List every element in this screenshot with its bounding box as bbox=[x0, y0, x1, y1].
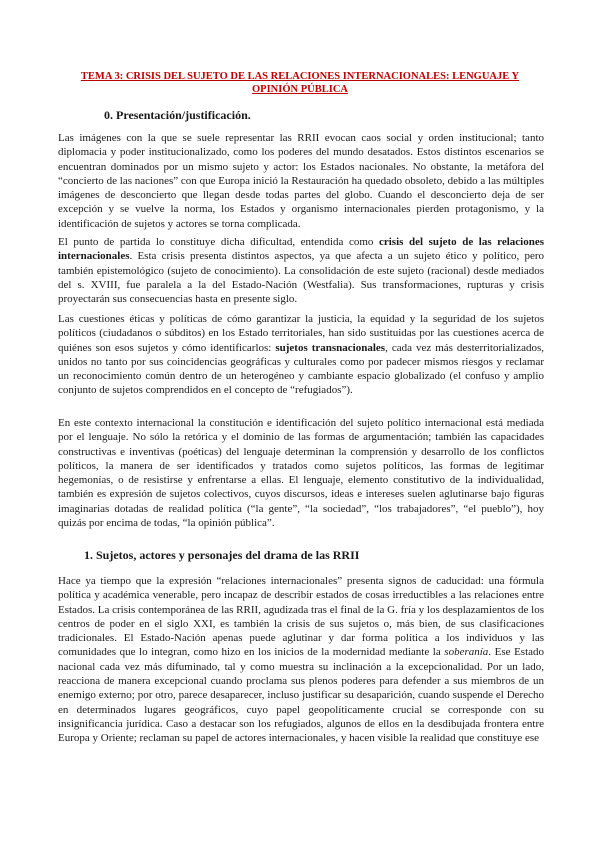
paragraph-3 bbox=[58, 312, 544, 398]
paragraph-2-bold: crisis del sujeto de las relaciones internacionales bbox=[58, 236, 545, 263]
document-title: TEMA 3: CRISIS DEL SUJETO DE LAS RELACIONES INTERNACIONALES: LENGUAJE Y OPINIÓN PÚBLICA bbox=[80, 71, 520, 95]
paragraph-2-text-c: . Esta crisis presenta distintos aspectos, ya que afecta a un sujeto ético y político, pero también epistemológico (sujeto de conocimiento). La consolidación de este sujeto (racional) desde mediados del s. XVIII, fue paralela a la del Estado-Nación (Westfalia). Sus transformaciones, rupturas y crisis proyectarán sus consecuencias hasta en presente siglo. bbox=[58, 250, 544, 306]
paragraph-3-text-a: Las cuestiones éticas y políticas de cómo garantizar la justicia, la equidad y la seguridad de los sujetos políticos (ciudadanos o súbditos) en los Estado territoriales, han sido sustituidas por las cuestiones acerca de quiénes son esos sujetos y cómo identificarlos: bbox=[58, 313, 544, 354]
paragraph-5-text-a: Hace ya tiempo que la expresión “relaciones internacionales” presenta signos de caducidad: una fórmula política y académica venerable, pero incapaz de describir estados de cosas irreductibles a las relaciones entre Estados. La crisis contemporánea de las RRII, agudizada tras el final de la G. fría y los desplazamientos de los centros de poder en el siglo XXI, es también la crisis de sus sujetos o, más bien, de sus clasificaciones tradicionales. El Estado-Nación apenas puede aglutinar y dar forma política a los individuos y las comunidades que lo integran, como hizo en los inicios de la modernidad mediante la bbox=[58, 575, 544, 659]
section-heading-presentacion: 0. Presentación/justificación. bbox=[104, 108, 251, 122]
section-heading-sujetos: 1. Sujetos, actores y personajes del drama de las RRII bbox=[84, 548, 360, 562]
paragraph-5 bbox=[58, 574, 544, 746]
paragraph-5-italic: soberanía bbox=[444, 646, 489, 659]
paragraph-2 bbox=[58, 235, 544, 306]
paragraph-2-text-a: El punto de partida lo constituye dicha dificultad, entendida como bbox=[58, 236, 379, 248]
paragraph-4: En este contexto internacional la constitución e identificación del sujeto político internacional está mediada por el lenguaje. No sólo la retórica y el dominio de las formas de argumentación; también las capacidades constructivas e inventivas (poéticas) del lenguaje determinan la comprensión y desarrollo de los conflictos políticos, la manera de ser identificados y tratados como sujetos políticos, las formas de legitimar hegemonías, o de resistirse y enfrentarse a ellas. El lenguaje, elemento constitutivo de la individualidad, también es expresión de sujetos colectivos, cuyos discursos, ideas e intereses suelen aglutinarse bajo figuras imaginarias dotadas de realidad política (“la gente”, “la sociedad”, “los trabajadores”, “el pueblo”), hoy quizás por encima de todas, “la opinión pública”. bbox=[58, 417, 544, 530]
paragraph-3-text-c: , cada vez más desterritorializados, unidos no tanto por sus coincidencias geográficas y culturales como por padecer mismos riesgos y reclamar un reconocimiento común dentro de un heterogéneo y cambiante espacio globalizado (el confuso y amplio conjunto de sujetos comprendidos en el concepto de “refugiados”). bbox=[58, 341, 544, 397]
paragraph-5-text-c: . Ese Estado nacional cada vez más difuminado, tal y como muestra su inclinación a la excepcionalidad. Por un lado, reacciona de manera excepcional cuando proclama sus plenos poderes para defender a sus miembros de un enemigo externo; por otro, parece desaparecer, incluso justificar su desaparición, cuando suspende el Derecho en determinados lugares geográficos, cuyo papel geopolíticamente crucial se corresponde con su insignificancia jurídica. Caso a destacar son los refugiados, algunos de ellos en la desdibujada frontera entre Europa y Oriente; reclaman su papel de actores internacionales, y hacen visible la realidad que constituye ese bbox=[58, 646, 545, 745]
paragraph-3-bold: sujetos transnacionales bbox=[275, 341, 386, 354]
paragraph-1: Las imágenes con la que se suele representar las RRII evocan caos social y orden institucional; tanto diplomacia y poder institucionalizado, como los poderes del mundo desatados. Estos distintos escenarios se encuentran dominados por un mismo sujeto y actor: los Estados nacionales. No obstante, la metáfora del “concierto de las naciones” con que Europa inició la Restauración ha quedado obsoleto, debido a las múltiples imágenes de desconcierto que llegan desde todas partes del globo. Cuando el desconcierto deja de ser excepción y se vuelve la norma, los Estados y organismo internacionales pierden protagonismo, y la identificación de sujetos y actores se torna complicada. bbox=[58, 132, 544, 230]
